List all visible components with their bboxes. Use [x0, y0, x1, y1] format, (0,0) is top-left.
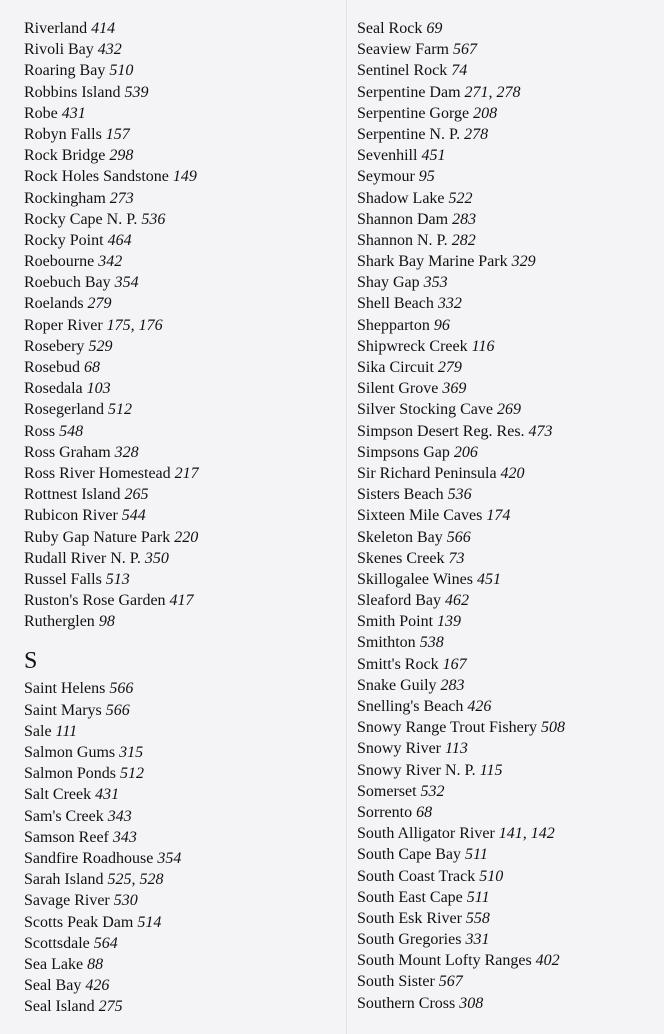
index-entry — [24, 442, 344, 463]
entry-pages: 149 — [172, 168, 197, 186]
section-letter-s: S — [24, 648, 38, 675]
entry-name: Shepparton — [357, 316, 430, 334]
index-entry — [357, 60, 657, 81]
entry-pages: 462 — [444, 592, 469, 610]
entry-pages: 511 — [465, 846, 488, 864]
entry-name: Roebourne — [24, 253, 95, 271]
s-entries-left — [24, 678, 344, 1017]
index-entry — [357, 230, 657, 251]
index-entry — [357, 378, 657, 399]
entry-pages: 508 — [541, 719, 566, 737]
entry-name: Saint Helens — [24, 680, 106, 698]
index-entry — [357, 823, 657, 844]
index-entry — [24, 678, 344, 699]
entry-pages: 426 — [467, 698, 492, 715]
index-entry — [357, 272, 657, 293]
entry-name: Silver Stocking Cave — [357, 401, 493, 419]
entry-pages: 431 — [61, 104, 86, 122]
entry-pages: 282 — [451, 231, 476, 249]
entry-pages: 511 — [466, 888, 490, 906]
entry-name: Ruby Gap Nature Park — [24, 528, 171, 546]
entry-pages: 68 — [84, 359, 100, 376]
entry-name: Rock Holes Sandstone — [24, 168, 169, 186]
index-entry — [357, 675, 657, 696]
r-entries — [24, 18, 344, 632]
index-entry — [24, 399, 344, 420]
entry-name: Sam's Creek — [24, 807, 104, 825]
entry-pages: 451 — [421, 147, 446, 165]
entry-name: Seal Bay — [24, 977, 82, 995]
entry-pages: 332 — [437, 295, 462, 313]
entry-name: Smithton — [357, 634, 416, 652]
entry-name: Shannon N. P. — [357, 231, 448, 249]
entry-name: Robbins Island — [24, 83, 121, 101]
index-entry — [24, 954, 344, 975]
index-column-left — [24, 18, 344, 1017]
entry-name: Serpentine N. P. — [357, 125, 461, 143]
entry-name: Sevenhill — [357, 147, 418, 165]
index-entry — [357, 760, 657, 781]
index-entry — [24, 421, 344, 442]
entry-name: Sea Lake — [24, 955, 84, 973]
index-entry — [24, 848, 344, 869]
entry-name: Roebuch Bay — [24, 274, 111, 292]
entry-name: Scottsdale — [24, 934, 90, 952]
entry-name: Seal Rock — [357, 20, 423, 37]
index-entry — [357, 654, 657, 675]
entry-name: Shay Gap — [357, 274, 420, 292]
entry-pages: 514 — [137, 913, 162, 931]
entry-name: South Esk River — [357, 909, 462, 927]
index-entry — [24, 700, 344, 721]
entry-pages: 567 — [438, 973, 463, 991]
entry-name: South Gregories — [357, 931, 462, 949]
entry-pages: 174 — [486, 507, 511, 525]
entry-name: Shipwreck Creek — [357, 337, 468, 355]
entry-pages: 343 — [107, 807, 132, 825]
entry-name: Sixteen Mile Caves — [357, 507, 483, 525]
entry-name: Simpson Desert Reg. Res. — [357, 422, 525, 440]
entry-pages: 265 — [124, 486, 149, 504]
entry-name: Shannon Dam — [357, 210, 449, 228]
index-entry — [357, 569, 657, 590]
entry-pages: 522 — [448, 189, 473, 207]
index-entry — [24, 912, 344, 933]
entry-name: Seal Island — [24, 998, 95, 1016]
entry-name: Shark Bay Marine Park — [357, 253, 508, 271]
entry-pages: 536 — [447, 486, 472, 504]
index-entry — [357, 632, 657, 653]
entry-name: Sorrento — [357, 803, 413, 821]
entry-pages: 530 — [113, 892, 138, 910]
entry-name: Savage River — [24, 892, 110, 910]
entry-name: Sandfire Roadhouse — [24, 849, 154, 867]
entry-pages: 536 — [141, 210, 166, 228]
entry-pages: 175, 176 — [106, 316, 163, 334]
index-entry — [357, 166, 657, 187]
index-entry — [357, 611, 657, 632]
entry-pages: 432 — [97, 41, 122, 59]
index-entry — [24, 505, 344, 526]
index-entry — [24, 315, 344, 336]
index-entry — [357, 103, 657, 124]
index-entry — [357, 844, 657, 865]
entry-pages: 510 — [479, 867, 504, 885]
index-entry — [24, 251, 344, 272]
index-entry — [357, 590, 657, 611]
entry-pages: 141, 142 — [498, 825, 555, 843]
entry-name: Serpentine Dam — [357, 83, 461, 101]
column-gutter — [346, 0, 347, 1034]
entry-name: Roelands — [24, 295, 84, 313]
entry-name: Shadow Lake — [357, 189, 445, 207]
entry-pages: 566 — [105, 701, 130, 719]
entry-pages: 566 — [446, 528, 471, 546]
index-entry — [24, 145, 344, 166]
index-entry — [357, 251, 657, 272]
index-entry — [24, 806, 344, 827]
entry-name: Rock Bridge — [24, 147, 106, 165]
index-entry — [357, 442, 657, 463]
index-entry — [357, 39, 657, 60]
entry-pages: 298 — [109, 147, 134, 165]
entry-name: Sale — [24, 722, 52, 740]
entry-name: South Alligator River — [357, 825, 495, 843]
entry-name: Snowy River N. P. — [357, 761, 476, 779]
entry-pages: 342 — [98, 253, 123, 271]
entry-pages: 464 — [107, 231, 132, 249]
index-entry — [24, 784, 344, 805]
entry-pages: 414 — [91, 20, 116, 37]
entry-name: Snelling's Beach — [357, 698, 464, 715]
entry-pages: 88 — [87, 955, 104, 973]
index-entry — [357, 696, 657, 717]
index-entry — [24, 721, 344, 742]
entry-pages: 525, 528 — [107, 871, 164, 889]
index-entry — [357, 993, 657, 1014]
entry-pages: 115 — [479, 761, 503, 779]
entry-pages: 271, 278 — [464, 83, 521, 101]
index-entry — [24, 527, 344, 548]
entry-name: South Coast Track — [357, 867, 476, 885]
entry-pages: 417 — [169, 592, 194, 610]
entry-pages: 558 — [465, 909, 490, 927]
entry-name: Roper River — [24, 316, 103, 334]
entry-name: Rocky Point — [24, 231, 104, 249]
entry-pages: 529 — [88, 337, 113, 355]
index-entry — [24, 975, 344, 996]
index-entry — [24, 230, 344, 251]
entry-pages: 111 — [55, 722, 78, 740]
entry-name: Roaring Bay — [24, 62, 106, 80]
entry-name: Simpsons Gap — [357, 443, 450, 461]
entry-name: Skeleton Bay — [357, 528, 443, 546]
entry-name: Robyn Falls — [24, 125, 102, 143]
entry-name: Saint Marys — [24, 701, 102, 719]
entry-pages: 532 — [420, 782, 445, 800]
entry-name: Sisters Beach — [357, 486, 444, 504]
entry-pages: 512 — [120, 765, 145, 783]
entry-pages: 420 — [500, 464, 525, 482]
entry-pages: 548 — [59, 422, 84, 440]
index-entry — [357, 209, 657, 230]
index-column-right — [357, 18, 657, 1014]
index-entry — [24, 890, 344, 911]
entry-name: Rockingham — [24, 189, 106, 207]
entry-pages: 353 — [423, 274, 448, 292]
index-entry — [357, 399, 657, 420]
entry-pages: 139 — [437, 613, 462, 631]
index-entry — [24, 378, 344, 399]
entry-pages: 96 — [433, 316, 450, 334]
entry-name: Skillogalee Wines — [357, 570, 473, 588]
index-entry — [24, 742, 344, 763]
entry-name: Scotts Peak Dam — [24, 913, 134, 931]
index-entry — [357, 866, 657, 887]
entry-pages: 68 — [416, 803, 433, 821]
index-entry — [357, 527, 657, 548]
index-entry — [357, 124, 657, 145]
entry-pages: 329 — [511, 253, 536, 271]
entry-pages: 567 — [452, 41, 477, 59]
entry-pages: 278 — [464, 125, 489, 143]
entry-name: Rosedala — [24, 380, 83, 398]
entry-name: Smitt's Rock — [357, 655, 439, 673]
index-entry — [357, 336, 657, 357]
entry-name: Rosebud — [24, 359, 80, 376]
entry-pages: 113 — [445, 740, 468, 758]
index-entry — [24, 82, 344, 103]
index-entry — [24, 39, 344, 60]
entry-pages: 451 — [476, 570, 501, 588]
entry-name: Shell Beach — [357, 295, 434, 313]
entry-name: Salmon Ponds — [24, 765, 117, 783]
index-entry — [24, 996, 344, 1017]
entry-name: Salmon Gums — [24, 744, 116, 761]
entry-name: Seymour — [357, 168, 415, 186]
entry-pages: 315 — [119, 744, 144, 761]
entry-pages: 512 — [107, 401, 132, 419]
entry-name: Serpentine Gorge — [357, 104, 470, 122]
entry-pages: 538 — [419, 634, 444, 652]
entry-name: South Sister — [357, 973, 435, 991]
index-entry — [24, 357, 344, 378]
entry-name: Snowy Range Trout Fishery — [357, 719, 538, 737]
entry-pages: 95 — [418, 168, 435, 186]
index-entry — [24, 611, 344, 632]
entry-name: Rosebery — [24, 337, 85, 355]
entry-name: South Mount Lofty Ranges — [357, 952, 532, 970]
entry-pages: 426 — [85, 977, 110, 995]
entry-pages: 369 — [442, 380, 467, 398]
entry-pages: 402 — [535, 952, 560, 970]
index-entry — [357, 738, 657, 759]
entry-pages: 279 — [87, 295, 112, 313]
entry-pages: 564 — [93, 934, 118, 952]
entry-name: Snake Guily — [357, 676, 437, 694]
index-entry — [24, 60, 344, 81]
index-entry — [357, 802, 657, 823]
entry-name: Rosegerland — [24, 401, 104, 419]
index-entry — [24, 933, 344, 954]
entry-name: Robe — [24, 104, 58, 122]
entry-pages: 473 — [528, 422, 553, 440]
entry-name: Rocky Cape N. P. — [24, 210, 138, 228]
index-entry — [357, 484, 657, 505]
entry-pages: 157 — [105, 125, 130, 143]
entry-pages: 220 — [174, 528, 199, 546]
index-entry — [357, 929, 657, 950]
entry-pages: 283 — [440, 676, 465, 694]
index-entry — [24, 590, 344, 611]
entry-pages: 167 — [442, 655, 467, 673]
index-entry — [357, 781, 657, 802]
entry-name: Ross River Homestead — [24, 464, 171, 482]
index-entry — [357, 315, 657, 336]
entry-pages: 343 — [112, 828, 137, 846]
entry-name: Rutherglen — [24, 613, 95, 631]
entry-name: Samson Reef — [24, 828, 109, 846]
index-entry — [24, 103, 344, 124]
index-entry — [24, 548, 344, 569]
entry-pages: 331 — [465, 931, 490, 949]
entry-name: Sleaford Bay — [357, 592, 441, 610]
index-entry — [357, 82, 657, 103]
entry-name: Silent Grove — [357, 380, 439, 398]
index-entry — [24, 827, 344, 848]
index-entry — [24, 293, 344, 314]
index-entry — [24, 463, 344, 484]
entry-name: Russel Falls — [24, 570, 102, 588]
entry-pages: 354 — [157, 849, 182, 867]
index-entry — [24, 763, 344, 784]
index-entry — [357, 548, 657, 569]
entry-pages: 208 — [473, 104, 498, 122]
entry-pages: 544 — [121, 507, 146, 525]
index-entry — [357, 188, 657, 209]
index-entry — [357, 463, 657, 484]
index-entry — [24, 124, 344, 145]
index-entry — [24, 569, 344, 590]
entry-name: Seaview Farm — [357, 41, 449, 59]
entry-pages: 116 — [471, 337, 495, 355]
entry-pages: 273 — [109, 189, 134, 207]
entry-pages: 217 — [174, 464, 199, 482]
index-entry — [24, 166, 344, 187]
entry-name: Somerset — [357, 782, 417, 800]
entry-pages: 103 — [86, 380, 111, 398]
entry-pages: 279 — [437, 359, 462, 376]
index-entry — [24, 484, 344, 505]
entry-pages: 206 — [453, 443, 478, 461]
entry-name: Skenes Creek — [357, 549, 445, 567]
index-entry — [357, 908, 657, 929]
entry-name: Sentinel Rock — [357, 62, 448, 80]
entry-name: Ruston's Rose Garden — [24, 592, 166, 610]
index-entry — [357, 505, 657, 526]
entry-pages: 74 — [451, 62, 468, 80]
entry-pages: 275 — [98, 998, 123, 1016]
entry-pages: 328 — [114, 443, 139, 461]
entry-name: Rubicon River — [24, 507, 118, 525]
index-entry — [357, 357, 657, 378]
index-entry — [24, 272, 344, 293]
entry-name: Snowy River — [357, 740, 441, 758]
entry-pages: 539 — [124, 83, 149, 101]
entry-pages: 308 — [459, 994, 484, 1012]
entry-pages: 69 — [426, 20, 443, 37]
index-entry — [357, 887, 657, 908]
entry-name: South Cape Bay — [357, 846, 461, 864]
entry-pages: 283 — [452, 210, 477, 228]
index-entry — [357, 145, 657, 166]
index-entry — [24, 209, 344, 230]
entry-pages: 510 — [109, 62, 134, 80]
index-entry — [357, 971, 657, 992]
entry-pages: 354 — [114, 274, 139, 292]
entry-name: Sika Circuit — [357, 359, 434, 376]
index-entry — [357, 18, 657, 39]
entry-name: Sir Richard Peninsula — [357, 464, 497, 482]
entry-name: Rudall River N. P. — [24, 549, 141, 567]
entry-name: Rottnest Island — [24, 486, 121, 504]
entry-name: Sarah Island — [24, 871, 104, 889]
entry-name: Southern Cross — [357, 994, 456, 1012]
index-entry — [24, 18, 344, 39]
entry-pages: 431 — [95, 786, 120, 804]
index-entry — [357, 717, 657, 738]
entry-name: Ross — [24, 422, 56, 440]
entry-name: Salt Creek — [24, 786, 92, 804]
entry-pages: 350 — [144, 549, 169, 567]
entry-pages: 98 — [98, 613, 115, 631]
entry-pages: 269 — [496, 401, 521, 419]
entry-name: Smith Point — [357, 613, 434, 631]
entry-name: Riverland — [24, 20, 88, 37]
entry-pages: 73 — [448, 549, 465, 567]
entry-name: Rivoli Bay — [24, 41, 94, 59]
entry-pages: 513 — [105, 570, 130, 588]
index-entry — [357, 950, 657, 971]
entry-pages: 566 — [109, 680, 134, 698]
index-entry — [24, 869, 344, 890]
entry-name: South East Cape — [357, 888, 463, 906]
index-entry — [357, 421, 657, 442]
index-entry — [24, 336, 344, 357]
index-entry — [357, 293, 657, 314]
s-entries-right — [357, 18, 657, 1014]
index-entry — [24, 188, 344, 209]
entry-name: Ross Graham — [24, 443, 111, 461]
